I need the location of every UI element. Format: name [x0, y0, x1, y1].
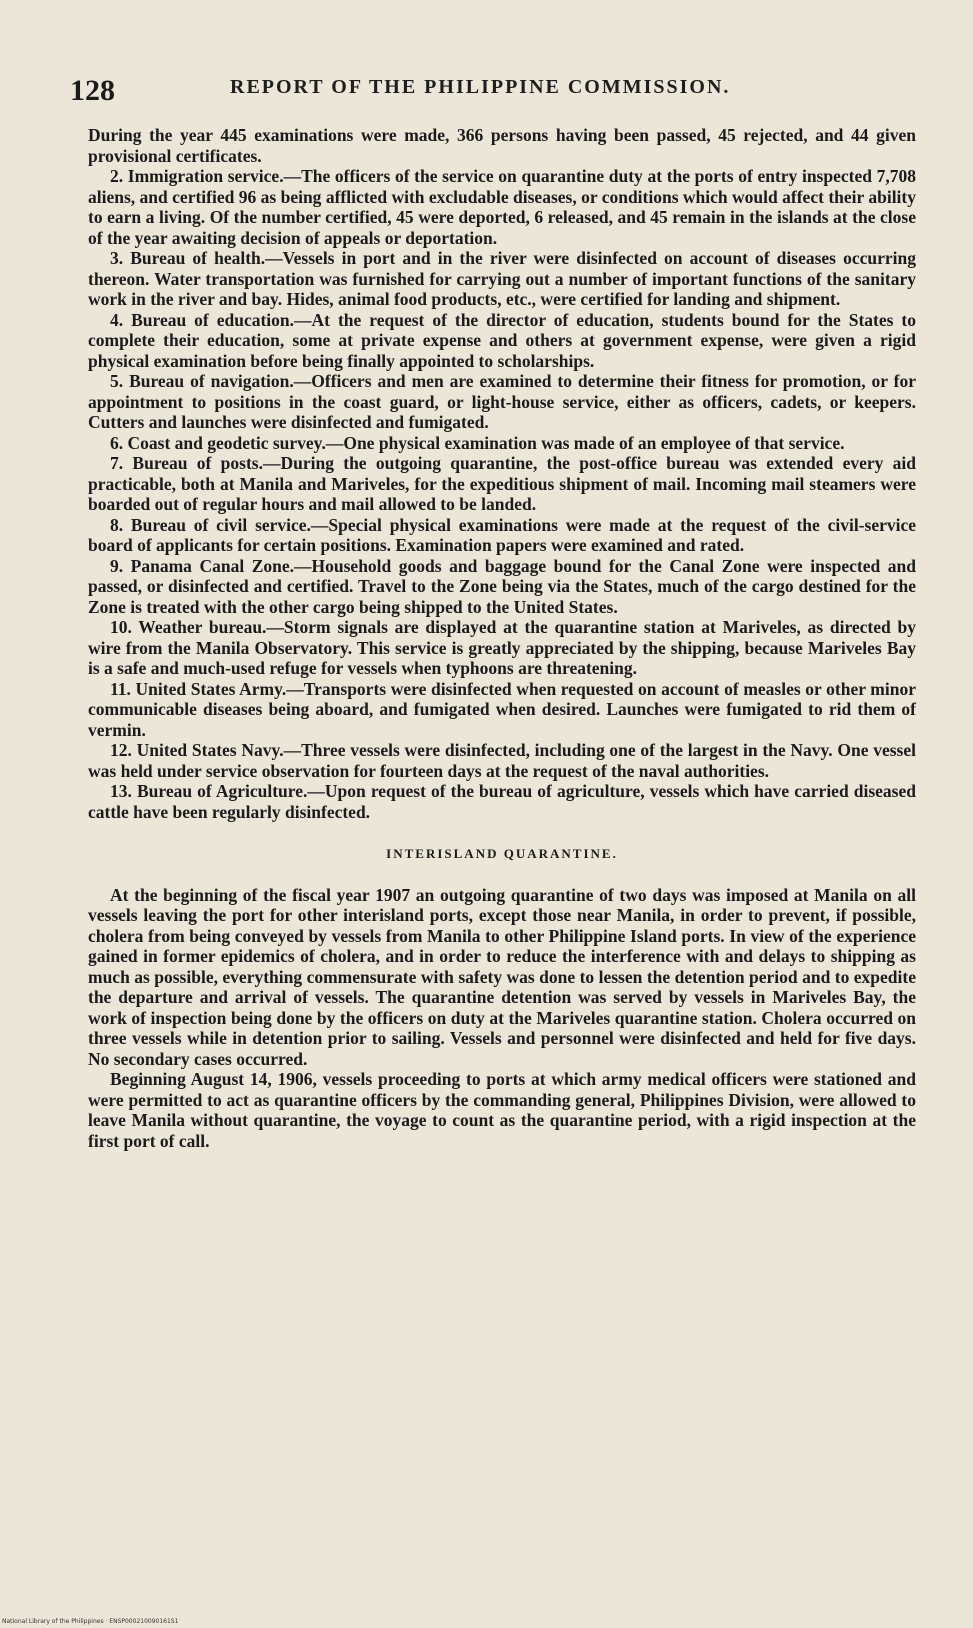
paragraph: 7. Bureau of posts.—During the outgoing quarantine, the post-office bureau was extended every aid practicable, both at Manila and Mariveles, for the expeditious shipment of mail. Incoming mail steamers were boarded out of regular hours and mail allowed to be landed.	[88, 453, 916, 514]
running-head: REPORT OF THE PHILIPPINE COMMISSION.	[230, 76, 731, 98]
paragraph: 9. Panama Canal Zone.—Household goods and baggage bound for the Canal Zone were inspected and passed, or disinfected and certified. Travel to the Zone being via the States, much of the cargo destined for the Zone is treated with the other cargo being shipped to the United States.	[88, 555, 916, 617]
paragraph: 13. Bureau of Agriculture.—Upon request of the bureau of agriculture, vessels which have carried diseased cattle have been regularly disinfected.	[88, 781, 916, 822]
paragraph: At the beginning of the fiscal year 1907 an outgoing quarantine of two days was imposed at Manila on all vessels leaving the port for other interisland ports, except those near Manila, in order to prevent, if possible, cholera from being conveyed by vessels from Manila to other Philippine Island ports. In view of the experience gained in former epidemics of cholera, and in order to reduce the interference with and delays to shipping as much as possible, everything commensurate with safety was done to lessen the detention period and to expedite the departure and arrival of vessels. The quarantine detention was served by vessels in Mariveles Bay, the work of inspection being done by the officers on duty at the Mariveles quarantine station. Cholera occurred on three vessels while in detention prior to sailing. Vessels and personnel were disinfected and held for five days. No secondary cases occurred.	[88, 884, 916, 1069]
paragraph: 8. Bureau of civil service.—Special physical examinations were made at the request of the civil-service board of applicants for certain positions. Examination papers were examined and rated.	[88, 514, 916, 555]
paragraph: 6. Coast and geodetic survey.—One physical examination was made of an employee of that service.	[110, 432, 845, 453]
paragraph: 4. Bureau of education.—At the request of the director of education, students bound for the States to complete their education, some at private expense and others at government expense, were given a rigid physical examination before being finally appointed to scholarships.	[88, 309, 916, 371]
paragraph: During the year 445 examinations were made, 366 persons having been passed, 45 rejected, and 44 given provisional certificates.	[88, 125, 916, 166]
section-heading: INTERISLAND QUARANTINE.	[386, 846, 618, 861]
page-number: 128	[70, 74, 115, 107]
paragraph: 10. Weather bureau.—Storm signals are displayed at the quarantine station at Mariveles, as directed by wire from the Manila Observatory. This service is greatly appreciated by the shipping, because Mariveles Bay is a safe and much-used refuge for vessels when typhoons are threatening.	[88, 617, 916, 678]
scan-footer: National Library of the Philippines · ENSP000210090161S1	[2, 1618, 179, 1625]
paragraph: 12. United States Navy.—Three vessels were disinfected, including one of the largest in the Navy. One vessel was held under service observation for fourteen days at the request of the naval authorities.	[88, 740, 916, 781]
page-header	[70, 64, 920, 114]
paragraph: 11. United States Army.—Transports were disinfected when requested on account of measles or other minor communicable diseases being aboard, and fumigated when desired. Launches were fumigated to rid them of vermin.	[88, 678, 916, 740]
paragraph: 3. Bureau of health.—Vessels in port and in the river were disinfected on account of diseases occurring thereon. Water transportation was furnished for carrying out a number of important functions of the sanitary work in the river and bay. Hides, animal food products, etc., were certified for landing and shipment.	[88, 248, 916, 309]
paragraph: 5. Bureau of navigation.—Officers and men are examined to determine their fitness for promotion, or for appointment to positions in the coast guard, or light-house service, either as officers, cadets, or keepers. Cutters and launches were disinfected and fumigated.	[88, 371, 916, 432]
paragraph: 2. Immigration service.—The officers of the service on quarantine duty at the ports of entry inspected 7,708 aliens, and certified 96 as being afflicted with excludable diseases, or conditions which would affect their ability to earn a living. Of the number certified, 45 were deported, 6 released, and 45 remain in the islands at the close of the year awaiting decision of appeals or deportation.	[88, 166, 916, 248]
paragraph: Beginning August 14, 1906, vessels proceeding to ports at which army medical officers were stationed and were permitted to act as quarantine officers by the commanding general, Philippines Division, were allowed to leave Manila without quarantine, the voyage to count as the quarantine period, with a rigid inspection at the first port of call.	[88, 1069, 916, 1151]
body-text	[88, 125, 916, 1151]
